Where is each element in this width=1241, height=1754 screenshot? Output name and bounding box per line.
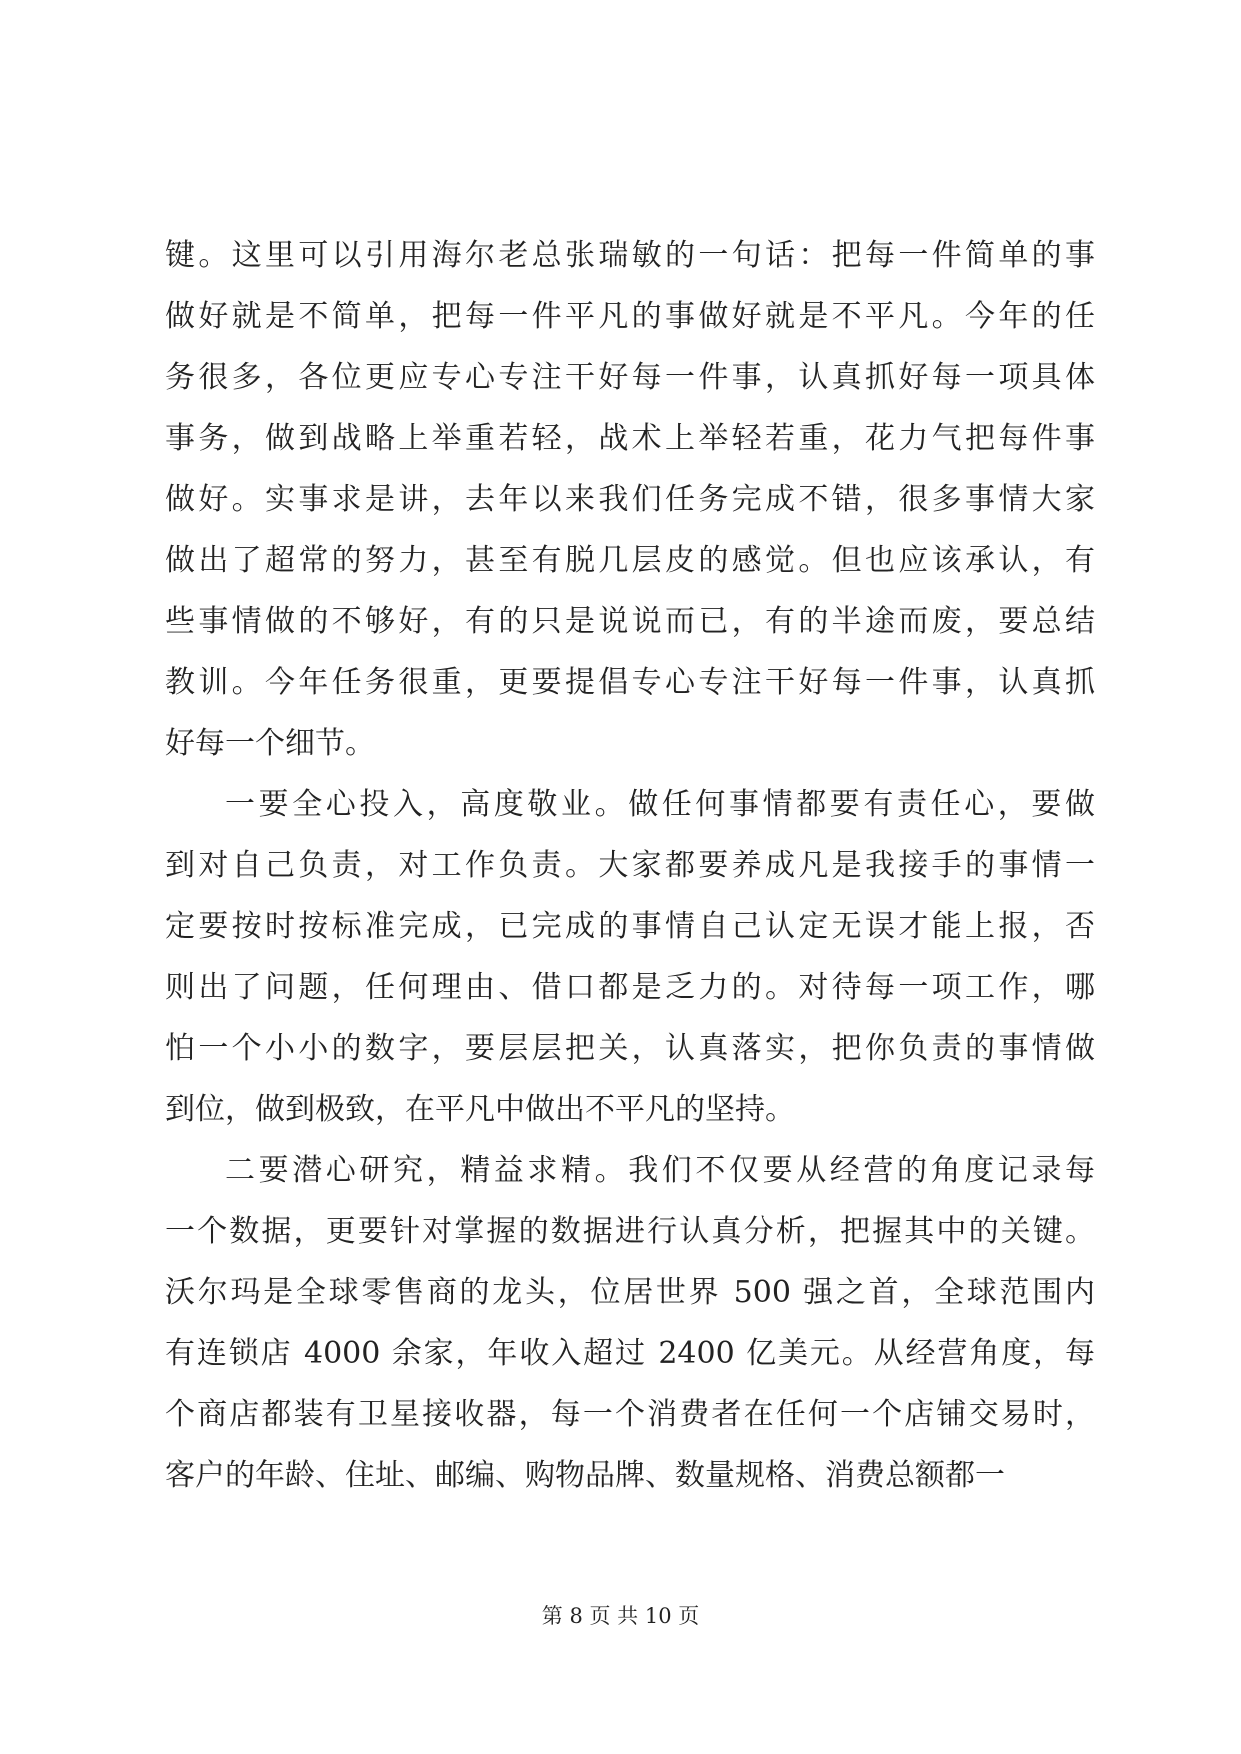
- text-line: 务很多，各位更应专心专注干好每一件事，认真抓好每一项具体: [165, 360, 1095, 395]
- text-line: 一要全心投入，高度敬业。做任何事情都要有责任心，要做: [225, 787, 1095, 822]
- text-line: 做好。实事求是讲，去年以来我们任务完成不错，很多事情大家: [165, 482, 1095, 517]
- paragraph: [165, 1140, 1095, 1506]
- text-line: 客户的年龄、住址、邮编、购物品牌、数量规格、消费总额都一: [165, 1458, 1005, 1493]
- paragraph: [165, 225, 1095, 774]
- text-line: 则出了问题，任何理由、借口都是乏力的。对待每一项工作，哪: [165, 970, 1095, 1005]
- text-line: 到对自己负责，对工作负责。大家都要养成凡是我接手的事情一: [165, 848, 1095, 883]
- text-line: 教训。今年任务很重，更要提倡专心专注干好每一件事，认真抓: [165, 665, 1095, 700]
- paragraph: [165, 774, 1095, 1140]
- text-line: 个商店都装有卫星接收器，每一个消费者在任何一个店铺交易时，: [165, 1397, 1095, 1432]
- text-line: 做出了超常的努力，甚至有脱几层皮的感觉。但也应该承认，有: [165, 543, 1095, 578]
- text-line: 沃尔玛是全球零售商的龙头，位居世界 500 强之首，全球范围内: [165, 1275, 1095, 1310]
- page-footer: 第 8 页 共 10 页: [541, 1604, 700, 1628]
- text-line: 定要按时按标准完成，已完成的事情自己认定无误才能上报，否: [165, 909, 1095, 944]
- text-line: 二要潜心研究，精益求精。我们不仅要从经营的角度记录每: [225, 1153, 1095, 1188]
- text-line: 怕一个小小的数字，要层层把关，认真落实，把你负责的事情做: [165, 1031, 1095, 1066]
- text-line: 到位，做到极致，在平凡中做出不平凡的坚持。: [165, 1092, 795, 1127]
- text-line: 一个数据，更要针对掌握的数据进行认真分析，把握其中的关键。: [165, 1214, 1095, 1249]
- text-line: 事务，做到战略上举重若轻，战术上举轻若重，花力气把每件事: [165, 421, 1095, 456]
- text-line: 些事情做的不够好，有的只是说说而已，有的半途而废，要总结: [165, 604, 1095, 639]
- text-line: 键。这里可以引用海尔老总张瑞敏的一句话：把每一件简单的事: [165, 238, 1095, 273]
- document-body: [165, 225, 1095, 1506]
- text-line: 好每一个细节。: [165, 726, 375, 761]
- text-line: 做好就是不简单，把每一件平凡的事做好就是不平凡。今年的任: [165, 299, 1095, 334]
- text-line: 有连锁店 4000 余家，年收入超过 2400 亿美元。从经营角度，每: [165, 1336, 1095, 1371]
